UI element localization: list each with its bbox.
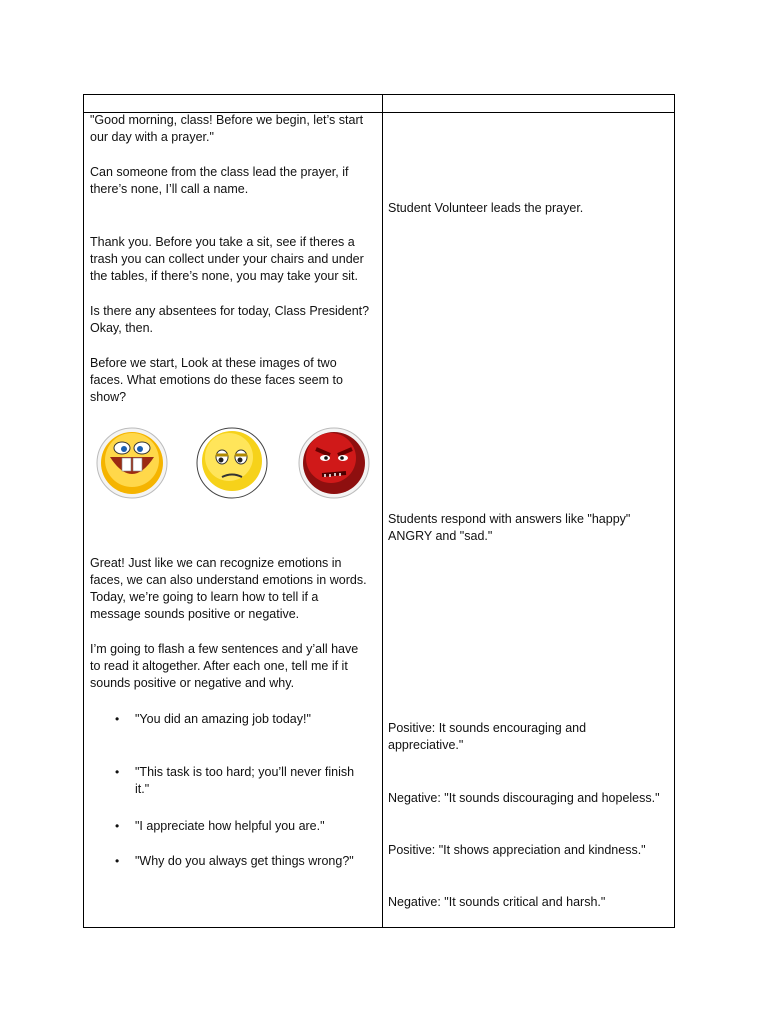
column-divider — [382, 95, 383, 927]
answer-2: Negative: "It sounds discouraging and hopeless." — [388, 791, 660, 805]
bullet-dot: • — [115, 712, 120, 726]
answer-1-line-1: Positive: It sounds encouraging and — [388, 721, 587, 735]
great-line-3: Today, we’re going to learn how to tell if a — [90, 590, 319, 604]
bullet-dot: • — [115, 854, 120, 868]
volunteer-response: Student Volunteer leads the prayer. — [388, 201, 584, 215]
trash-line-1: Thank you. Before you take a sit, see if theres a — [90, 235, 355, 249]
great-line-1: Great! Just like we can recognize emotions in — [90, 556, 342, 570]
bullet-2-line-2: it." — [135, 782, 150, 796]
respond-line-2: ANGRY and "sad." — [388, 529, 493, 543]
great-line-2: faces, we can also understand emotions in words. — [90, 573, 367, 587]
bullet-dot: • — [115, 819, 120, 833]
trash-line-2: trash you can collect under your chairs and under — [90, 252, 364, 266]
sad-face-icon — [196, 427, 268, 499]
faces-prompt-line-2: faces. What emotions do these faces seem to — [90, 373, 343, 387]
bullet-4-line-1: "Why do you always get things wrong?" — [135, 854, 354, 868]
greeting-line-2: our day with a prayer." — [90, 130, 214, 144]
bullet-dot: • — [115, 765, 120, 779]
prayer-request-line-1: Can someone from the class lead the prayer, if — [90, 165, 349, 179]
respond-line-1: Students respond with answers like "happy" — [388, 512, 631, 526]
answer-1-line-2: appreciative." — [388, 738, 464, 752]
greeting-line-1: "Good morning, class! Before we begin, let’s start — [90, 113, 364, 127]
bullet-2-line-1: "This task is too hard; you’ll never finish — [135, 765, 355, 779]
trash-line-3: the tables, if there’s none, you may take your sit. — [90, 269, 358, 283]
absentees-line-1: Is there any absentees for today, Class President? — [90, 304, 370, 318]
prayer-request-line-2: there’s none, I’ll call a name. — [90, 182, 249, 196]
bullet-1-line-1: "You did an amazing job today!" — [135, 712, 311, 726]
flash-line-3: sounds positive or negative and why. — [90, 676, 295, 690]
flash-line-1: I’m going to flash a few sentences and y’all have — [90, 642, 359, 656]
bullet-3-line-1: "I appreciate how helpful you are." — [135, 819, 325, 833]
faces-prompt-line-3: show? — [90, 390, 127, 404]
answer-3: Positive: "It shows appreciation and kindness." — [388, 843, 646, 857]
angry-face-icon — [298, 427, 370, 499]
faces-prompt-line-1: Before we start, Look at these images of two — [90, 356, 337, 370]
absentees-line-2: Okay, then. — [90, 321, 153, 335]
answer-4: Negative: "It sounds critical and harsh." — [388, 895, 606, 909]
laughing-face-icon — [96, 427, 168, 499]
great-line-4: message sounds positive or negative. — [90, 607, 300, 621]
flash-line-2: to read it altogether. After each one, tell me if it — [90, 659, 348, 673]
